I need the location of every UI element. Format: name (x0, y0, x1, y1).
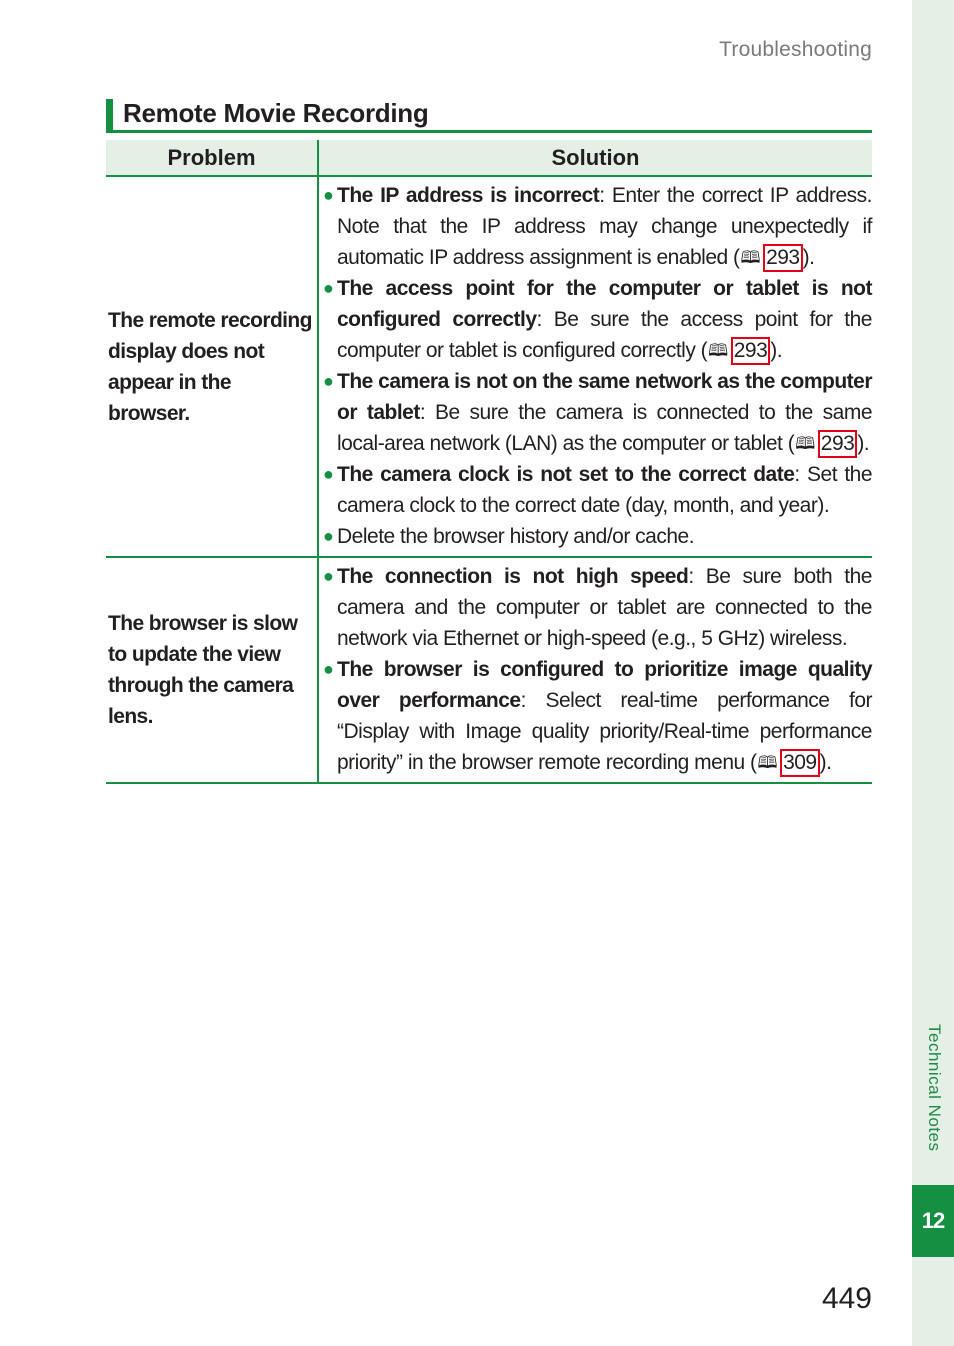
page-number: 449 (821, 1282, 872, 1315)
table-row (106, 557, 872, 783)
running-header: Troubleshooting (719, 38, 872, 61)
column-header-solution: Solution (318, 140, 872, 176)
solution-item: ● The access point for the computer or tablet is not configured correctly: Be sure the access point for the computer or tablet is configured correctly (🕮 293 ). (323, 273, 872, 366)
book-icon: 🕮 (740, 248, 761, 267)
table-header-row (106, 140, 872, 176)
chapter-number-tab[interactable]: 12 (912, 1185, 954, 1257)
page-reference-link[interactable]: 293 (731, 337, 771, 365)
solution-list (323, 180, 872, 552)
solution-item: ● The camera clock is not set to the correct date: Set the camera clock to the correct date (day, month, and year). (323, 459, 872, 521)
solution-cell (318, 176, 872, 557)
solution-item: ● Delete the browser history and/or cache. (323, 521, 872, 552)
bullet-icon: ● (323, 659, 334, 679)
troubleshooting-table (106, 140, 872, 784)
book-icon: 🕮 (757, 753, 778, 772)
page-reference-link[interactable]: 309 (780, 749, 820, 777)
solution-item: ● The connection is not high speed: Be sure both the camera and the computer or tablet are connected to the network via Ethernet or high-speed (e.g., 5 GHz) wireless. (323, 561, 872, 654)
solution-list (323, 561, 872, 778)
bullet-icon: ● (323, 526, 334, 546)
solution-item: ● The IP address is incorrect: Enter the correct IP address. Note that the IP address may change unexpectedly if automatic IP address assignment is enabled (🕮 293 ). (323, 180, 872, 273)
bullet-icon: ● (323, 464, 334, 484)
bullet-icon: ● (323, 185, 334, 205)
book-icon: 🕮 (708, 341, 728, 360)
page-reference-link[interactable]: 293 (818, 430, 858, 458)
bullet-icon: ● (323, 566, 334, 586)
column-header-problem: Problem (106, 140, 318, 176)
section-title: Remote Movie Recording (123, 98, 429, 128)
solution-cell (318, 557, 872, 783)
problem-cell: The remote recording display does not appear in the browser. (106, 176, 318, 557)
table-row (106, 176, 872, 557)
solution-item: ● The browser is configured to prioritize image quality over performance: Select real-time performance for “Display with Image quality priority/Real-time performance priority” in the browser remote recording menu (🕮 309 ). (323, 654, 872, 778)
bullet-icon: ● (323, 278, 334, 298)
solution-item: ● The camera is not on the same network as the computer or tablet: Be sure the camera is connected to the same local-area network (LAN) as the computer or tablet (🕮 293 ). (323, 366, 872, 459)
heading-accent-bar (106, 99, 113, 131)
book-icon: 🕮 (795, 434, 815, 453)
chapter-label: Technical Notes (925, 1024, 944, 1152)
page-reference-link[interactable]: 293 (763, 244, 803, 272)
problem-cell: The browser is slow to update the view through the camera lens. (106, 557, 318, 783)
bullet-icon: ● (323, 371, 334, 391)
section-heading (106, 97, 872, 133)
